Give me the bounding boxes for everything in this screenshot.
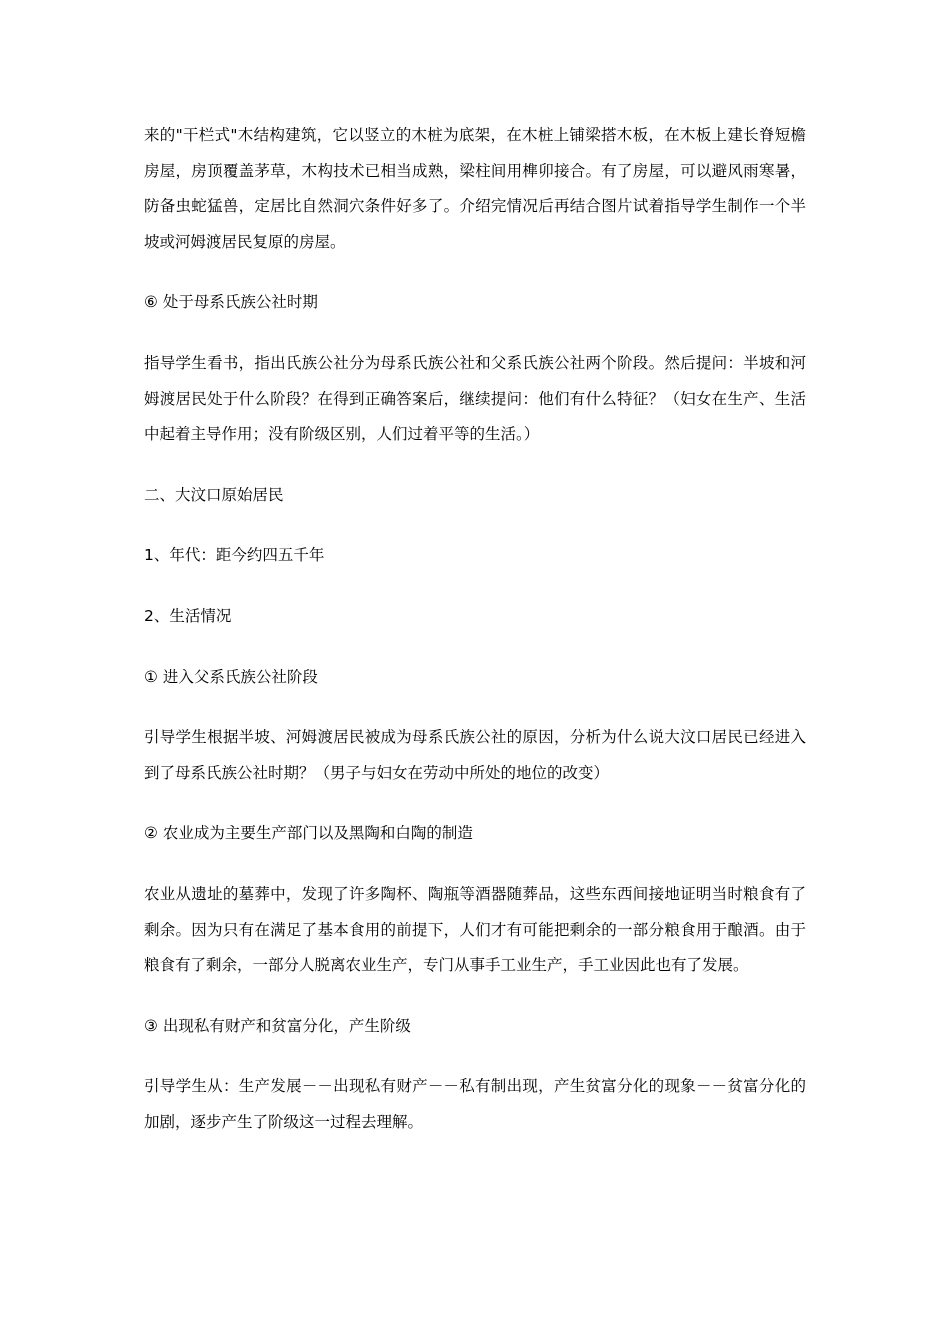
heading-living-conditions: 2、生活情况 [144,606,232,625]
heading-dawenkou: 二、大汶口原始居民 [144,485,284,504]
paragraph-ganlan-house: 来的"干栏式"木结构建筑，它以竖立的木桩为底架，在木桩上铺梁搭木板，在木板上建长脊短檐房屋，房顶覆盖茅草，木构技术已相当成熟，梁柱间用榫卯接合。有了房屋，可以避风雨寒暑，防备虫蛇猛兽，定居比自然洞穴条件好多了。介绍完情况后再结合图片试着指导学生制作一个半坡或河姆渡居民复原的房屋。 [144,126,806,251]
paragraph-agriculture-surplus: 农业从遗址的墓葬中，发现了许多陶杯、陶瓶等酒器随葬品，这些东西间接地证明当时粮食有了剩余。因为只有在满足了基本食用的前提下，人们才有可能把剩余的一部分粮食用于酿酒。由于粮食有了剩余，一部分人脱离农业生产，专门从事手工业生产，手工业因此也有了发展。 [144,884,806,975]
paragraph-class-formation: 引导学生从：生产发展－－出现私有财产－－私有制出现，产生贫富分化的现象－－贫富分化的加剧，逐步产生了阶级这一过程去理解。 [144,1077,806,1131]
document-body [144,118,806,1165]
heading-private-property: ③ 出现私有财产和贫富分化，产生阶级 [144,1016,411,1035]
heading-agriculture-pottery: ② 农业成为主要生产部门以及黑陶和白陶的制造 [144,824,473,843]
heading-patrilineal-stage: ① 进入父系氏族公社阶段 [144,667,318,686]
heading-era: 1、年代：距今约四五千年 [144,546,325,565]
heading-matrilineal-period: ⑥ 处于母系氏族公社时期 [144,293,318,312]
paragraph-clan-commune: 指导学生看书，指出氏族公社分为母系氏族公社和父系氏族公社两个阶段。然后提问：半坡和河姆渡居民处于什么阶段？在得到正确答案后，继续提问：他们有什么特征？（妇女在生产、生活中起着主导作用；没有阶级区别，人们过着平等的生活。） [144,353,806,444]
paragraph-patrilineal-analysis: 引导学生根据半坡、河姆渡居民被成为母系氏族公社的原因，分析为什么说大汶口居民已经进入到了母系氏族公社时期？（男子与妇女在劳动中所处的地位的改变） [144,728,806,782]
